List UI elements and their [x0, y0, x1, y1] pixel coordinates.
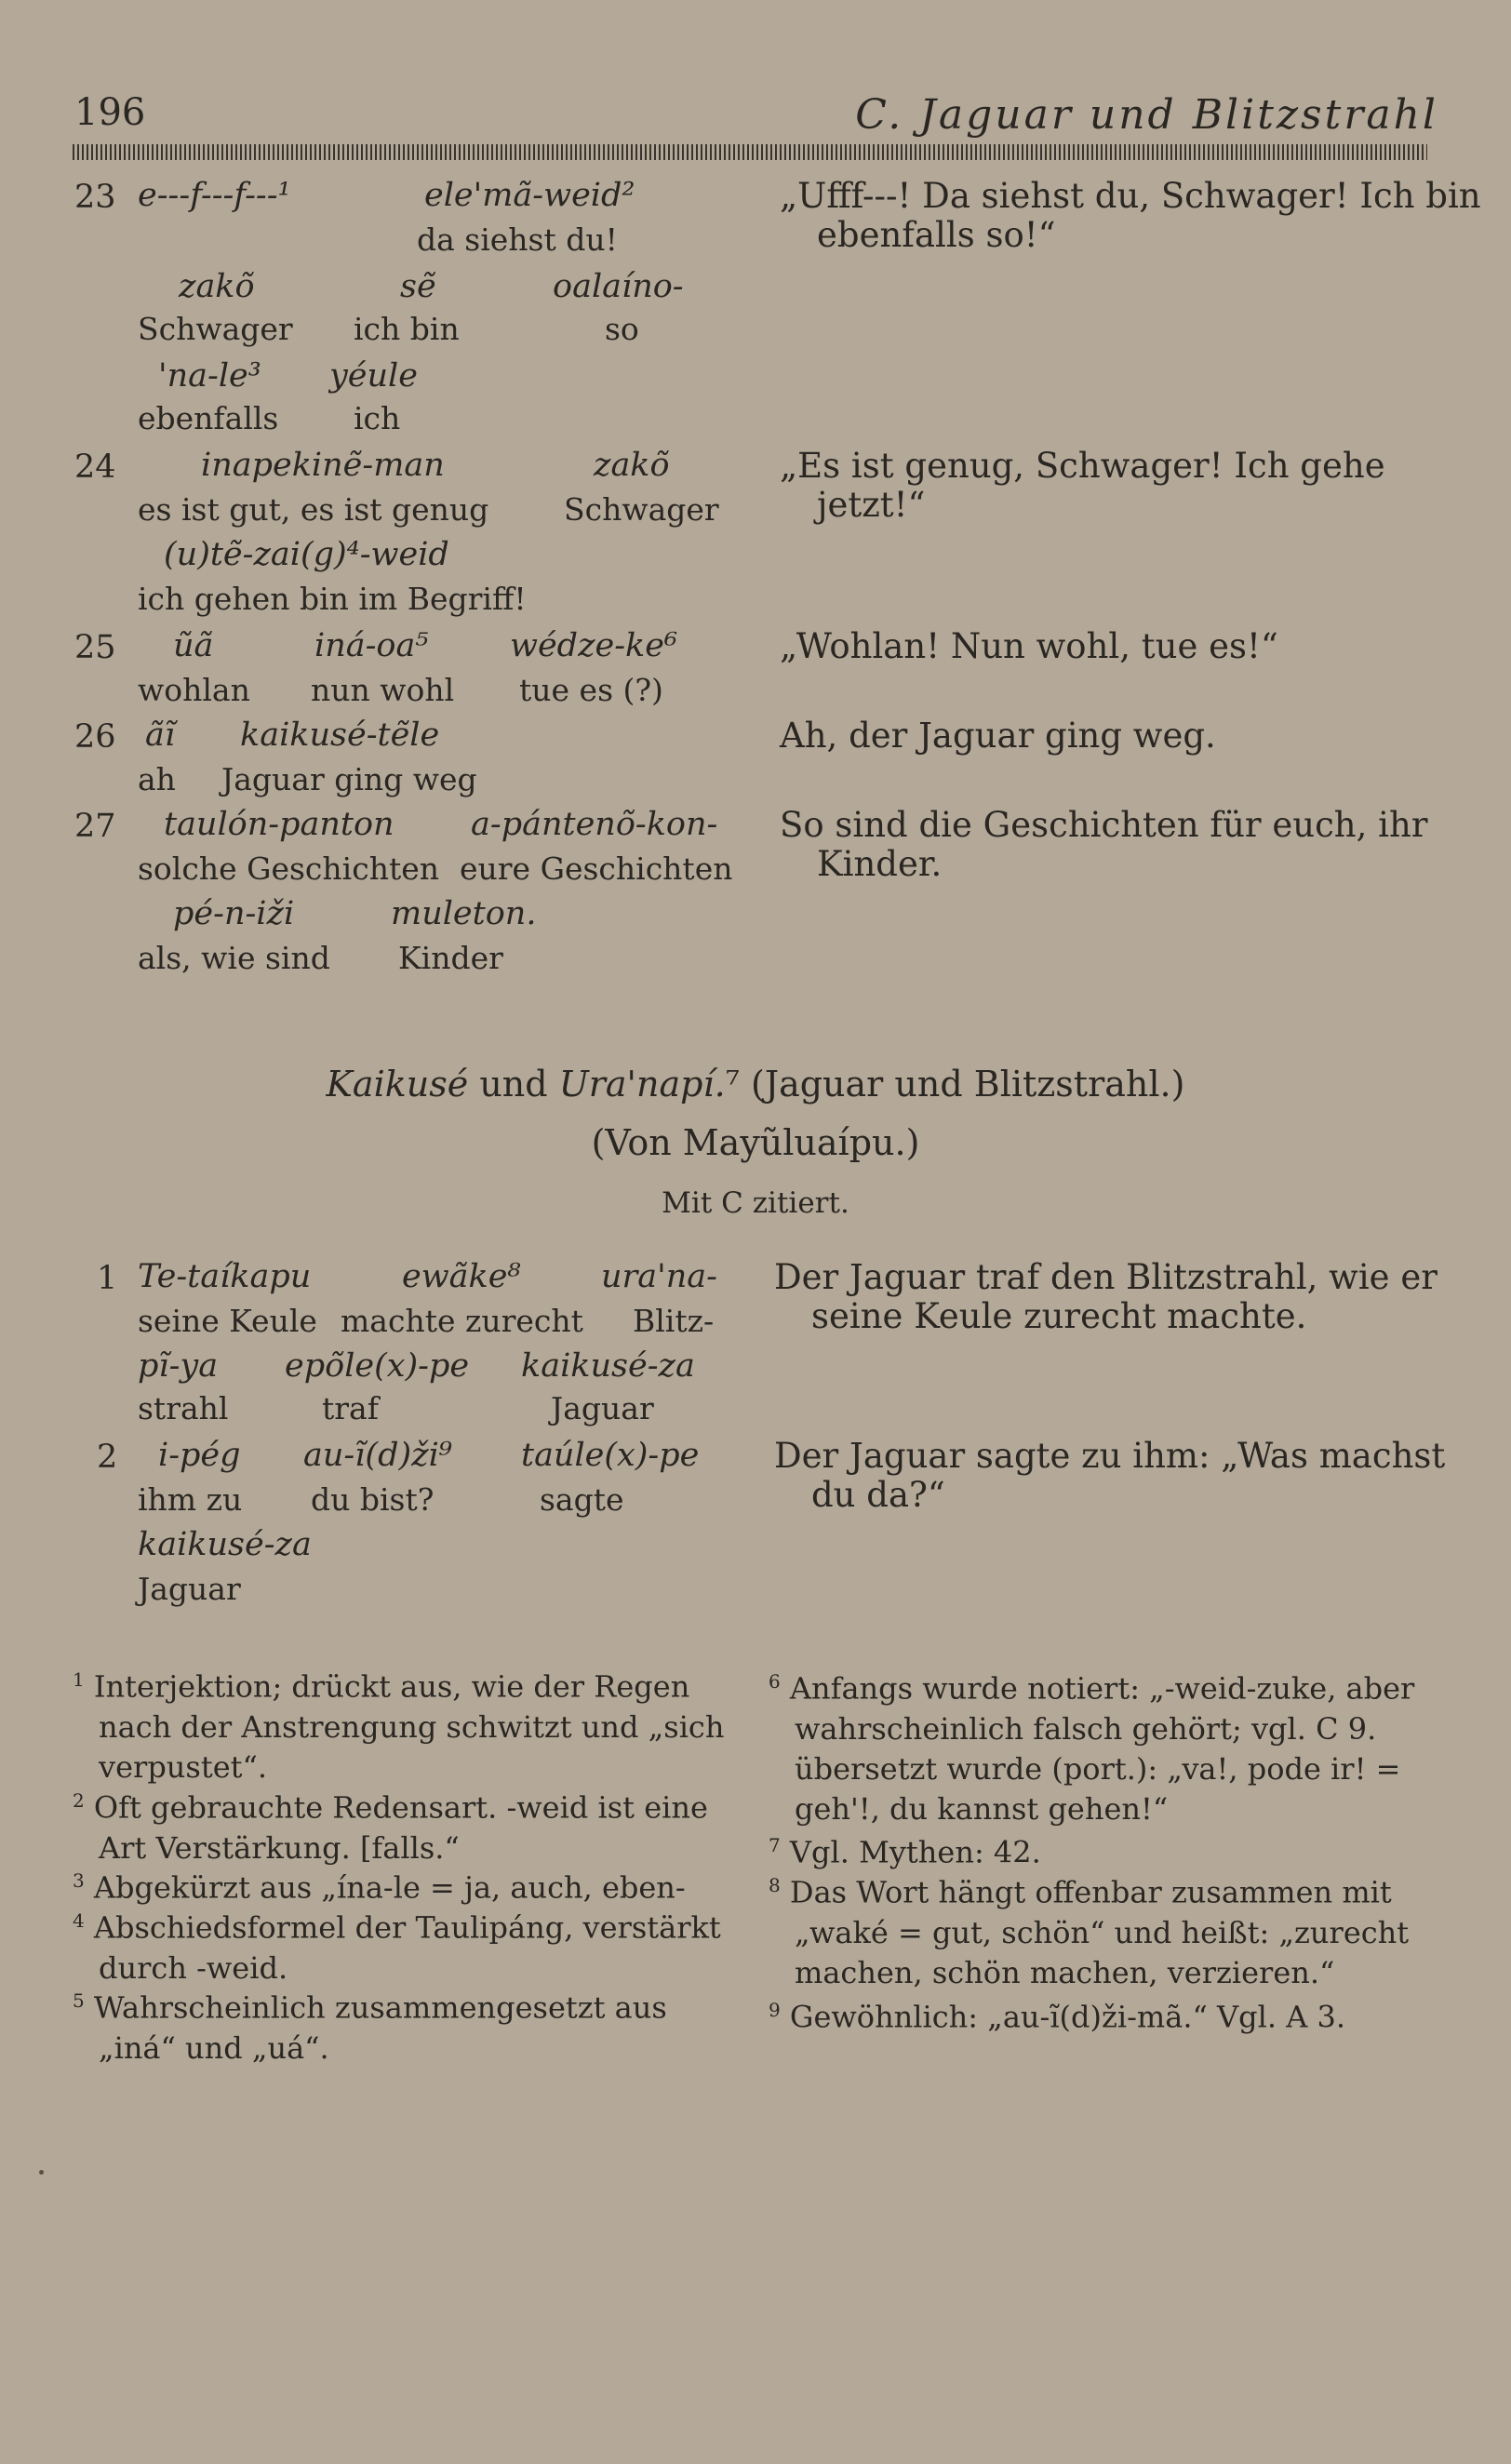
gloss: Jaguar ging weg	[221, 761, 477, 797]
native-word: 'na-le³	[158, 357, 261, 395]
footnote	[73, 1981, 750, 2069]
native-word: zakõ	[594, 447, 670, 484]
native-word: taulón-panton	[164, 806, 394, 843]
title-footnote-mark: ⁷	[725, 1064, 740, 1105]
native-word: Te-taíkapu	[138, 1258, 312, 1295]
gloss: ebenfalls	[138, 400, 279, 436]
gloss: es ist gut, es ist genug	[138, 491, 489, 528]
native-word: epõle(x)-pe	[285, 1347, 470, 1385]
native-word: muleton.	[391, 895, 537, 932]
story-source: (Von Mayũluaípu.)	[591, 1122, 920, 1163]
gloss: Schwager	[138, 311, 293, 347]
native-word: pé-n-iži	[173, 895, 295, 932]
native-word: oalaíno-	[553, 268, 684, 305]
native-word: kaikusé-za	[521, 1347, 695, 1385]
gloss: eure Geschichten	[460, 850, 733, 887]
footnote-text: Gewöhnlich: „au-ĩ(d)ži-mã.“ Vgl. A 3.	[789, 1999, 1346, 2035]
footnote	[769, 1662, 1446, 1829]
gloss: traf	[322, 1390, 379, 1426]
gloss: solche Geschichten	[138, 850, 440, 887]
native-word: e---f---f---¹	[138, 177, 291, 214]
translation: „Wohlan! Nun wohl, tue es!“	[780, 626, 1278, 666]
footnote	[73, 1781, 750, 1868]
gloss: ich gehen bin im Begriff!	[138, 581, 527, 617]
gloss: du bist?	[311, 1481, 435, 1518]
native-word: wédze-ke⁶	[510, 627, 678, 664]
footnote-mark: 8	[769, 1874, 781, 1896]
line-number: 25	[74, 629, 116, 666]
translation: So sind die Geschichten für euch, ihr Kinder.	[780, 805, 1428, 884]
gloss: ah	[138, 761, 176, 797]
native-word: iná-oa⁵	[314, 627, 429, 664]
footnote-mark: 7	[769, 1834, 781, 1856]
footnote-text: Wahrscheinlich zusammengesetzt aus „iná“ und „uá“.	[93, 1989, 667, 2066]
gloss: strahl	[138, 1390, 229, 1426]
gloss: so	[605, 311, 639, 347]
line-number: 24	[74, 449, 116, 486]
story-title	[0, 1064, 1511, 1105]
gloss: wohlan	[138, 672, 250, 708]
native-word: inapekinẽ-man	[201, 447, 445, 484]
footnote-text: Vgl. Mythen: 42.	[789, 1834, 1041, 1870]
translation: „Es ist genug, Schwager! Ich gehe jetzt!“	[780, 446, 1385, 525]
footnote-mark: 5	[73, 1989, 85, 2012]
footnote	[769, 1866, 1446, 1993]
gloss: machte zurecht	[341, 1303, 583, 1339]
title-native-lightning: Ura'napí.	[558, 1064, 726, 1105]
gloss: Kinder	[398, 940, 503, 976]
gloss: ich	[354, 400, 401, 436]
native-word: yéule	[329, 357, 418, 395]
footnote-text: Oft gebrauchte Redensart. -weid ist eine Art Verstärkung. [falls.“	[93, 1789, 708, 1866]
native-word: (u)tẽ-zai(g)⁴-weid	[164, 536, 449, 573]
line-number: 23	[74, 179, 116, 216]
translation: Der Jaguar traf den Blitzstrahl, wie er seine Keule zurecht machte.	[774, 1257, 1437, 1336]
footnote-mark: 1	[73, 1668, 85, 1691]
native-word: pĩ-ya	[138, 1347, 219, 1385]
native-word: au-ĩ(d)ži⁹	[303, 1437, 452, 1474]
footnote-text: Abschiedsformel der Taulipáng, verstärkt durch -weid.	[93, 1909, 721, 1986]
gloss: als, wie sind	[138, 940, 330, 976]
native-word: taúle(x)-pe	[521, 1437, 700, 1474]
native-word: a-pántenõ-kon-	[471, 806, 718, 843]
native-word: ãĩ	[145, 716, 176, 754]
native-word: sẽ	[400, 268, 436, 305]
native-word: i-pég	[158, 1437, 241, 1474]
footnote-mark: 2	[73, 1789, 85, 1812]
running-title: C. Jaguar und Blitzstrahl	[855, 91, 1438, 139]
footnote-text: Abgekürzt aus „ína-le = ja, auch, eben-	[93, 1869, 686, 1906]
line-number: 2	[97, 1439, 118, 1476]
paper-speck	[39, 2170, 44, 2175]
title-native-jaguar: Kaikusé	[326, 1064, 469, 1105]
native-word: ewãke⁸	[402, 1258, 521, 1295]
translation: Der Jaguar sagte zu ihm: „Was machst du da?“	[774, 1436, 1446, 1515]
footnote	[73, 1901, 750, 1989]
line-number: 1	[97, 1260, 118, 1297]
footnote-mark: 4	[73, 1909, 85, 1932]
footnote	[73, 1660, 750, 1788]
page-number: 196	[74, 91, 146, 134]
native-word: kaikusé-za	[138, 1526, 312, 1563]
native-word: ele'mã-weid²	[424, 177, 635, 214]
native-word: zakõ	[179, 268, 255, 305]
gloss: Blitz-	[633, 1303, 715, 1339]
footnote-text: Das Wort hängt offenbar zusammen mit „waké = gut, schön“ und heißt: „zurecht machen, schön machen, verzieren.“	[789, 1874, 1410, 1990]
gloss: Jaguar	[138, 1571, 241, 1607]
translation: Ah, der Jaguar ging weg.	[780, 716, 1216, 756]
footnote-mark: 3	[73, 1869, 85, 1892]
gloss: tue es (?)	[519, 672, 663, 708]
footnote-text: Interjektion; drückt aus, wie der Regen nach der Anstrengung schwitzt und „sich verpustet“.	[93, 1668, 725, 1785]
gloss: Schwager	[564, 491, 719, 528]
title-conjunction: und	[479, 1064, 548, 1105]
header-rule	[73, 144, 1427, 160]
gloss: nun wohl	[311, 672, 455, 708]
gloss: Jaguar	[551, 1390, 654, 1426]
native-word: kaikusé-tẽle	[240, 716, 440, 754]
footnote	[769, 1990, 1446, 2038]
footnote-text: Anfangs wurde notiert: „-weid-zuke, aber wahrscheinlich falsch gehört; vgl. C 9. übersetzt wurde (port.): „va!, pode ir! = geh'!, du kannst gehen!“	[789, 1670, 1415, 1827]
gloss: ihm zu	[138, 1481, 243, 1518]
title-translation: (Jaguar und Blitzstrahl.)	[751, 1064, 1185, 1105]
gloss: da siehst du!	[417, 221, 618, 258]
line-number: 27	[74, 808, 116, 845]
gloss: ich bin	[354, 311, 460, 347]
gloss: seine Keule	[138, 1303, 317, 1339]
native-word: ura'na-	[601, 1258, 717, 1295]
story-citation: Mit C zitiert.	[662, 1186, 849, 1220]
line-number: 26	[74, 718, 116, 756]
footnote-mark: 6	[769, 1670, 781, 1693]
footnote-mark: 9	[769, 1999, 781, 2021]
gloss: sagte	[540, 1481, 624, 1518]
translation: „Ufff---! Da siehst du, Schwager! Ich bin ebenfalls so!“	[780, 176, 1481, 255]
native-word: ũã	[173, 627, 214, 664]
